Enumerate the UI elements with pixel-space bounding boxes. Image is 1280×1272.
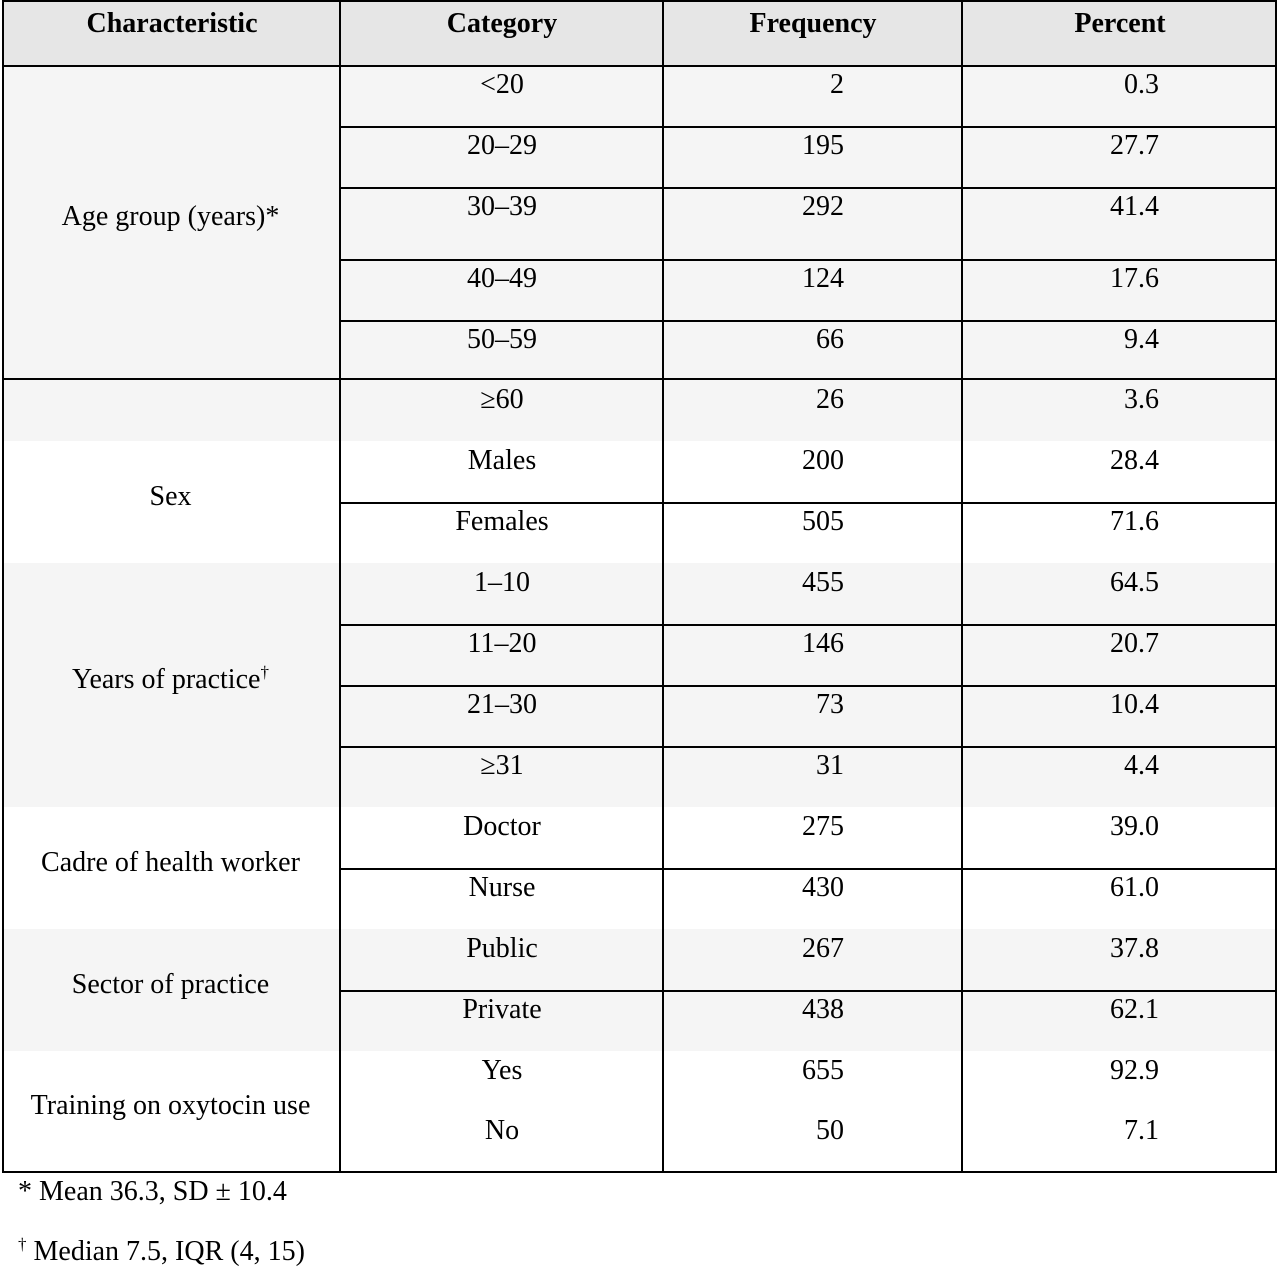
cell-frequency: 26 [816, 384, 844, 415]
cell-category: Public [466, 933, 538, 964]
group-label-text: Training on oxytocin use [30, 1090, 311, 1121]
row-divider [339, 746, 1277, 748]
cell-frequency: 2 [830, 69, 844, 100]
cell-frequency: 195 [802, 130, 844, 161]
cell-category: No [484, 1115, 520, 1146]
cell-frequency: 292 [802, 191, 844, 222]
cell-percent: 4.4 [1124, 750, 1159, 781]
cell-percent: 41.4 [1110, 191, 1159, 222]
footnote-practice-text: Median 7.5, IQR (4, 15) [26, 1236, 305, 1267]
row-divider [339, 990, 1277, 992]
group-label-text: Cadre of health worker [41, 847, 300, 878]
cell-category: 40–49 [467, 263, 537, 294]
cell-category: <20 [480, 69, 524, 100]
cell-category: ≥60 [480, 384, 524, 415]
cell-percent: 0.3 [1124, 69, 1159, 100]
column-divider-1 [339, 0, 341, 1173]
group-label-text: Sector of practice [71, 969, 270, 1000]
row-divider [339, 187, 1277, 189]
column-divider-0 [2, 0, 4, 1173]
cell-percent: 92.9 [1110, 1055, 1159, 1086]
row-divider [339, 320, 1277, 322]
header-percent: Percent [1074, 8, 1166, 39]
cell-category: 30–39 [467, 191, 537, 222]
cell-frequency: 50 [816, 1115, 844, 1146]
group-divider [2, 1171, 1277, 1173]
cell-category: 20–29 [467, 130, 537, 161]
cell-category: Females [455, 506, 549, 537]
cell-frequency: 200 [802, 445, 844, 476]
cell-frequency: 267 [802, 933, 844, 964]
header-category: Category [446, 8, 558, 39]
cell-percent: 17.6 [1110, 263, 1159, 294]
row-divider [339, 868, 1277, 870]
cell-frequency: 31 [816, 750, 844, 781]
header-characteristic: Characteristic [86, 8, 258, 39]
cell-category: ≥31 [480, 750, 524, 781]
cell-frequency: 438 [802, 994, 844, 1025]
row-divider [339, 685, 1277, 687]
group-divider [2, 378, 1277, 380]
table-top-border [2, 0, 1277, 2]
cell-percent: 61.0 [1110, 872, 1159, 903]
row-divider [339, 624, 1277, 626]
row-divider [339, 502, 1277, 504]
cell-frequency: 655 [802, 1055, 844, 1086]
column-divider-2 [662, 0, 664, 1173]
cell-percent: 10.4 [1110, 689, 1159, 720]
column-divider-3 [961, 0, 963, 1173]
cell-category: Private [462, 994, 542, 1025]
header-frequency: Frequency [749, 8, 877, 39]
cell-percent: 20.7 [1110, 628, 1159, 659]
cell-percent: 27.7 [1110, 130, 1159, 161]
group-label-text: Years of practice [72, 664, 261, 695]
characteristics-table [2, 0, 1277, 1173]
cell-frequency: 505 [802, 506, 844, 537]
cell-percent: 9.4 [1124, 324, 1159, 355]
cell-percent: 39.0 [1110, 811, 1159, 842]
cell-frequency: 275 [802, 811, 844, 842]
cell-frequency: 124 [802, 263, 844, 294]
cell-percent: 62.1 [1110, 994, 1159, 1025]
cell-frequency: 146 [802, 628, 844, 659]
cell-category: Males [467, 445, 537, 476]
cell-frequency: 73 [816, 689, 844, 720]
group-label-text: Age group (years)* [61, 200, 280, 232]
header-divider [2, 65, 1277, 67]
cell-category: Nurse [468, 872, 536, 903]
cell-percent: 64.5 [1110, 567, 1159, 598]
footnote-age [18, 1176, 287, 1208]
cell-category: Yes [481, 1055, 523, 1086]
footnote-practice [18, 1236, 305, 1268]
cell-category: Doctor [463, 811, 541, 842]
cell-category: 1–10 [474, 567, 530, 598]
cell-percent: 3.6 [1124, 384, 1159, 415]
cell-frequency: 430 [802, 872, 844, 903]
cell-percent: 37.8 [1110, 933, 1159, 964]
cell-frequency: 455 [802, 567, 844, 598]
row-divider [339, 126, 1277, 128]
footnote-practice-mark: † [18, 1234, 27, 1254]
column-divider-4 [1275, 0, 1277, 1173]
cell-percent: 7.1 [1124, 1115, 1159, 1146]
group-label-sup: † [260, 662, 269, 682]
cell-percent: 71.6 [1110, 506, 1159, 537]
cell-category: 11–20 [467, 628, 537, 659]
group-label-text: Sex [149, 481, 192, 512]
cell-percent: 28.4 [1110, 445, 1159, 476]
cell-category: 50–59 [467, 324, 537, 355]
footnote-age-text: * Mean 36.3, SD ± 10.4 [18, 1176, 287, 1207]
row-divider [339, 259, 1277, 261]
cell-frequency: 66 [816, 324, 844, 355]
cell-category: 21–30 [467, 689, 537, 720]
